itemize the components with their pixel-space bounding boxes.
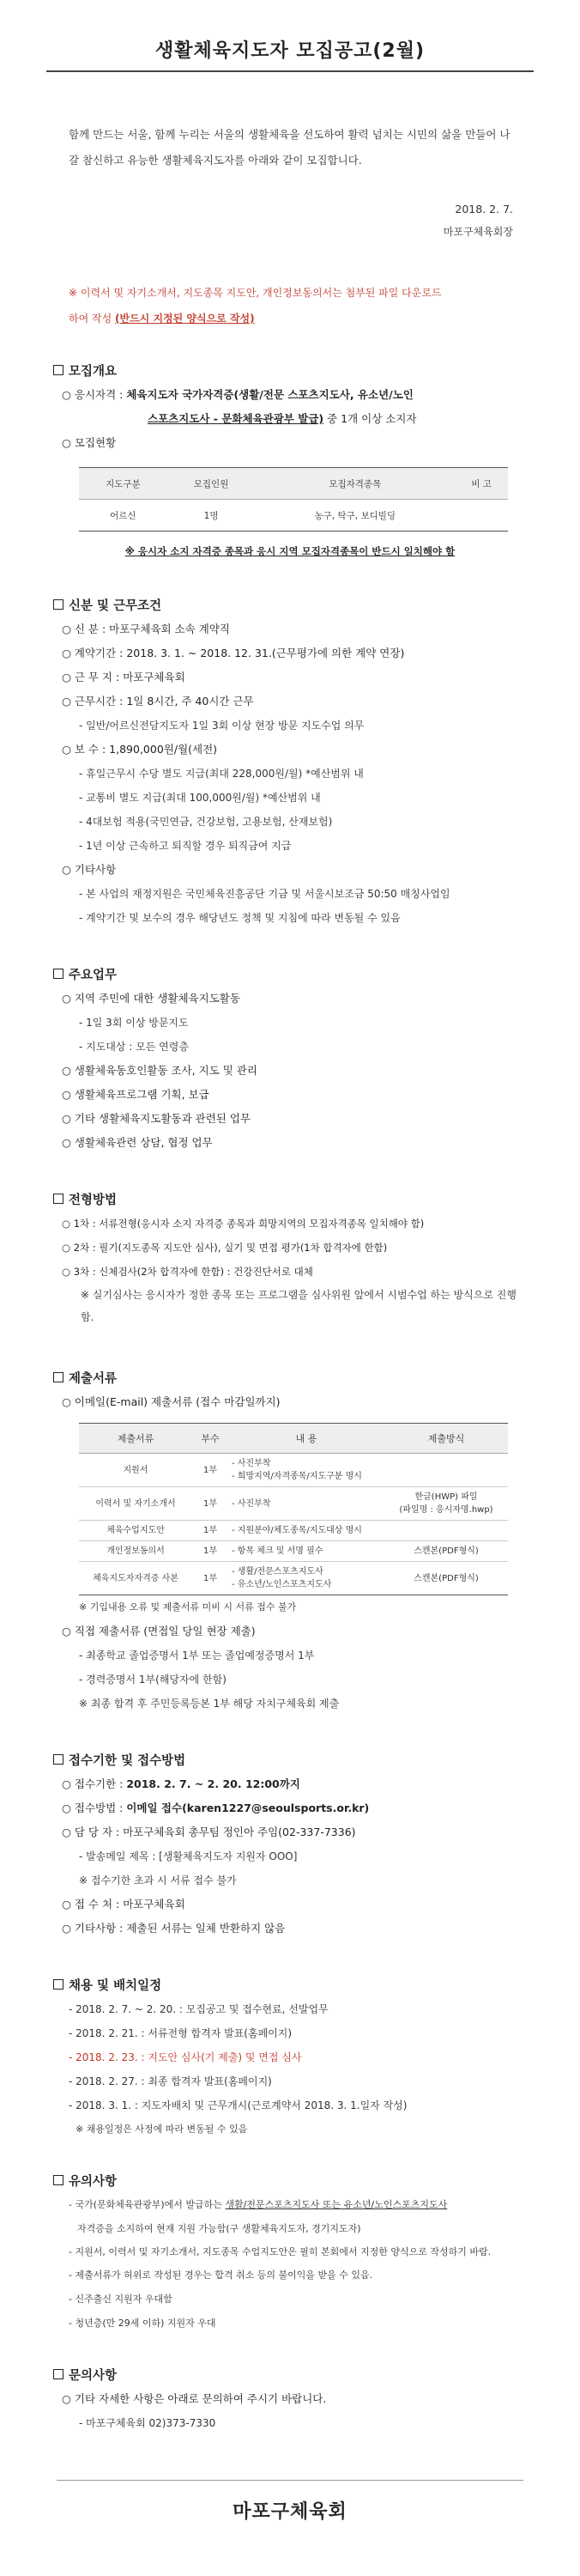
email-link[interactable]: 이메일 접수(karen1227@seoulsports.or.kr) [126,1801,370,1814]
duty-line: ○ 생활체육프로그램 기획, 보급 [62,1088,209,1101]
section-heading: 채용 및 배치일정 [53,1971,527,1997]
direct-docs-sub: ※ 최종 합격 후 주민등록등본 1부 해당 자치구체육회 제출 [79,1698,340,1710]
section-heading: 전형방법 [53,1186,527,1212]
hours-line: ○ 근무시간 : 1일 8시간, 주 40시간 근무 [62,695,254,708]
section-heading: 신분 및 근무조건 [53,592,527,617]
inquiry-line: ○ 기타 자세한 사항은 아래로 문의하여 주시기 바랍니다. [62,2392,327,2405]
workplace-line: ○ 근 무 지 : 마포구체육회 [62,671,185,683]
section-selection [53,1186,527,1328]
selection-note: ※ 실기심사는 응시자가 정한 종목 또는 프로그램을 심사위원 앞에서 시범수업 하는 방식으로 진행함. [81,1289,517,1323]
etc-line: ○ 기타사항 : 제출된 서류는 일체 반환하지 않음 [62,1922,286,1935]
table-row: 체육수업지도안 1부 - 지원분야/체도종목/지도대상 명시 [79,1521,508,1541]
checkbox-icon [53,2369,63,2379]
email-docs-line: ○ 이메일(E-mail) 제출서류 (접수 마감일까지) [62,1395,281,1408]
checkbox-icon [53,969,63,979]
recruit-status-label: ○ 모집현황 [62,436,117,449]
etc-sub: - 계약기간 및 보수의 경우 해당년도 정책 및 지침에 따라 변동될 수 있음 [79,912,401,924]
checkbox-icon [53,1194,63,1204]
status-line: ○ 신 분 : 마포구체육회 소속 계약직 [62,623,230,635]
duty-line: ○ 생활체육동호인활동 조사, 지도 및 관리 [62,1064,257,1077]
duty-line: ○ 생활체육관련 상담, 협정 업무 [62,1136,213,1149]
documents-table-note: ※ 기입내용 오류 및 제출서류 미비 시 서류 접수 불가 [79,1601,297,1613]
pay-sub: - 휴일근무시 수당 별도 지급(최대 228,000원/월) *예산범위 내 [79,768,364,780]
caution-item: - 신주출신 지원자 우대함 [69,2293,172,2305]
selection-line: ○ 2차 : 필기(지도종목 지도안 심사), 실기 및 면접 평가(1차 합격자에 한함) [62,1242,388,1254]
section-duties [53,961,527,1155]
schedule-item: - 2018. 3. 1. : 지도자배치 및 근무개시(근로계약서 2018. 3. 1.일자 작성) [69,2099,408,2111]
section-heading: 주요업무 [53,961,527,987]
checkbox-icon [53,365,63,375]
qualification-note: ※ 응시자 소지 자격증 종목과 응시 지역 모집자격종목이 반드시 일치해야 함 [124,545,456,557]
duty-line: ○ 기타 생활체육지도활동과 관련된 업무 [62,1112,251,1125]
checkbox-icon [53,1754,63,1765]
caution-item-cont: 자격증을 소지하여 현재 지원 가능함(구 생활체육지도자, 경기지도자) [77,2223,361,2234]
selection-line: ○ 3차 : 신체검사(2차 합격자에 한함) : 건강진단서로 대체 [62,1266,313,1278]
etc-line: ○ 기타사항 [62,863,117,876]
caution-item: - 제출서류가 허위로 작성된 경우는 합격 취소 등의 불이익을 받을 수 있음. [69,2269,373,2281]
documents-table: 제출서류 부수 내 용 제출방식 지원서 1부 - 사진부착 - 희망지역/자격종목/지도구분 명시 이력서 및 자기소개서 1부 - 사진부착 한글(HWP) 파일 (파일명 : 응시자명.hwp) 체육수업지도안 1부 - 지원분야/체도종목/지도대상 명시 개인정보동의서 1부 - 항목 체크 및 서명 필수 스캔본(PDF형식) 체육지도자자격증 사본 1부 - 생활/전문스포츠지도사 - 유소년/노인스포츠지도사 스캔본(PDF형식) [79,1423,508,1595]
section-heading: 모집개요 [53,357,527,383]
schedule-item: - 2018. 2. 27. : 최종 합격자 발표(홈페이지) [69,2075,272,2087]
attachment-notice [69,280,511,331]
schedule-item-highlight: - 2018. 2. 23. : 지도안 심사(기 제출) 및 면접 심사 [69,2051,302,2063]
schedule-item: - 2018. 2. 7. ~ 2. 20. : 모집공고 및 접수현료, 선발업무 [69,2003,329,2015]
pay-sub: - 교통비 별도 지급(최대 100,000원/월) *예산범위 내 [79,792,321,804]
method-line: ○ 접수방법 : 이메일 접수(karen1227@seoulsports.or.kr) [62,1801,370,1814]
qualification-line: ○ 응시자격 : 체육지도자 국가자격증(생활/전문 스포츠지도사, 유소년/노인 [62,388,414,401]
checkbox-icon [53,2175,63,2185]
selection-line: ○ 1차 : 서류전형(응시자 소지 자격증 종목과 희망지역의 모집자격종목 일치해야 함) [62,1218,425,1230]
etc-sub: - 본 사업의 재정지원은 국민체육진흥공단 기금 및 서울시보조금 50:50 매칭사업임 [79,888,450,900]
direct-docs-line: ○ 직접 제출서류 (면접일 당일 현장 제출) [62,1625,256,1637]
caution-item: - 국가(문화체육관광부)에서 발급하는 생활/전문스포츠지도사 또는 유소년/노인스포츠지도사 [69,2199,448,2210]
section-application [53,1747,527,1941]
section-overview [53,357,527,561]
section-employment [53,592,527,930]
table-row: 개인정보동의서 1부 - 항목 체크 및 서명 필수 스캔본(PDF형식) [79,1541,508,1562]
direct-docs-sub: - 최종학교 졸업증명서 1부 또는 졸업예정증명서 1부 [79,1649,315,1662]
section-heading: 접수기한 및 접수방법 [53,1747,527,1772]
pay-sub: - 1년 이상 근속하고 퇴직할 경우 퇴직금여 지급 [79,840,292,852]
caution-item: - 청년층(만 29세 이하) 지원자 우대 [69,2318,216,2329]
table-row: 이력서 및 자기소개서 1부 - 사진부착 한글(HWP) 파일 (파일명 : 응시자명.hwp) [79,1487,508,1521]
attachment-notice-line-2: 하여 작성 (반드시 지정된 양식으로 작성) [69,313,255,325]
pay-line: ○ 보 수 : 1,890,000원/월(세전) [62,743,218,756]
checkbox-icon [53,599,63,610]
pay-sub: - 4대보험 적용(국민연금, 건강보험, 고용보험, 산재보험) [79,816,333,828]
checkbox-icon [53,1372,63,1382]
section-schedule [53,1971,527,2142]
caution-item: - 지원서, 이력서 및 자기소개서, 지도종목 수업지도안은 필히 본회에서 지정한 양식으로 작성하기 바람. [69,2246,492,2257]
contact-sub: ※ 접수기한 초과 시 서류 접수 불가 [79,1874,237,1886]
qualification-line-2: 스포츠지도사 - 문화체육관광부 발급) 중 1개 이상 소지자 [148,412,417,425]
section-heading: 문의사항 [53,2361,527,2387]
inquiry-phone: - 마포구체육회 02)373-7330 [79,2417,216,2429]
section-inquiry [53,2361,527,2435]
section-documents [53,1364,527,1716]
table-row: 어르신 1명 농구, 탁구, 보디빌딩 [79,500,508,532]
table-row: 지원서 1부 - 사진부착 - 희망지역/자격종목/지도구분 명시 [79,1454,508,1487]
checkbox-icon [53,1979,63,1990]
schedule-note: ※ 채용일정은 사정에 따라 변동될 수 있음 [76,2123,248,2135]
table-row: 체육지도자자격증 사본 1부 - 생활/전문스포츠지도사 - 유소년/노인스포츠지도사 스캔본(PDF형식) [79,1562,508,1595]
contract-line: ○ 계약기간 : 2018. 3. 1. ~ 2018. 12. 31.(근무평가에 의한 계약 연장) [62,647,405,659]
notice-date: 2018. 2. 7. [455,203,513,216]
intro-paragraph: 함께 만드는 서울, 함께 누리는 서울의 생활체육을 선도하여 활력 넘치는 시민의 삶을 만들어 나갈 참신하고 유능한 생활체육지도자를 아래와 같이 모집합니다. [69,128,511,167]
schedule-item: - 2018. 2. 21. : 서류전형 합격자 발표(홈페이지) [69,2027,293,2039]
footer-divider [57,2480,523,2481]
deadline-line: ○ 접수기한 : 2018. 2. 7. ~ 2. 20. 12:00까지 [62,1777,300,1790]
attachment-notice-line-1: ※ 이력서 및 자기소개서, 지도종목 지도안, 개인정보동의서는 첨부된 파일 다운로드 [69,287,442,299]
duty-sub: - 지도대상 : 모든 연령층 [79,1041,189,1053]
section-cautions [53,2167,527,2336]
contact-line: ○ 담 당 자 : 마포구체육회 총무팀 정인아 주임(02-337-7336) [62,1826,356,1838]
page-title: 생활체육지도자 모집공고(2월) [154,40,426,62]
office-line: ○ 접 수 처 : 마포구체육회 [62,1898,185,1911]
duty-sub: - 1일 3회 이상 방문지도 [79,1017,189,1029]
recruit-status-table: 지도구분 모집인원 모집자격종목 비 고 어르신 1명 농구, 탁구, 보디빌딩 [79,467,508,532]
notice-org: 마포구체육회장 [443,226,513,238]
section-heading: 제출서류 [53,1364,527,1390]
footer-org: 마포구체육회 [233,2501,347,2523]
title-divider [46,70,534,72]
section-heading: 유의사항 [53,2167,527,2193]
direct-docs-sub: - 경력증명서 1부(해당자에 한함) [79,1674,227,1686]
duty-line: ○ 지역 주민에 대한 생활체육지도활동 [62,992,240,1005]
hours-sub: - 일반/어르신전담지도자 1일 3회 이상 현장 방문 지도수업 의무 [79,720,365,732]
contact-sub: - 발송메일 제목 : [생활체육지도자 지원자 OOO] [79,1850,298,1862]
